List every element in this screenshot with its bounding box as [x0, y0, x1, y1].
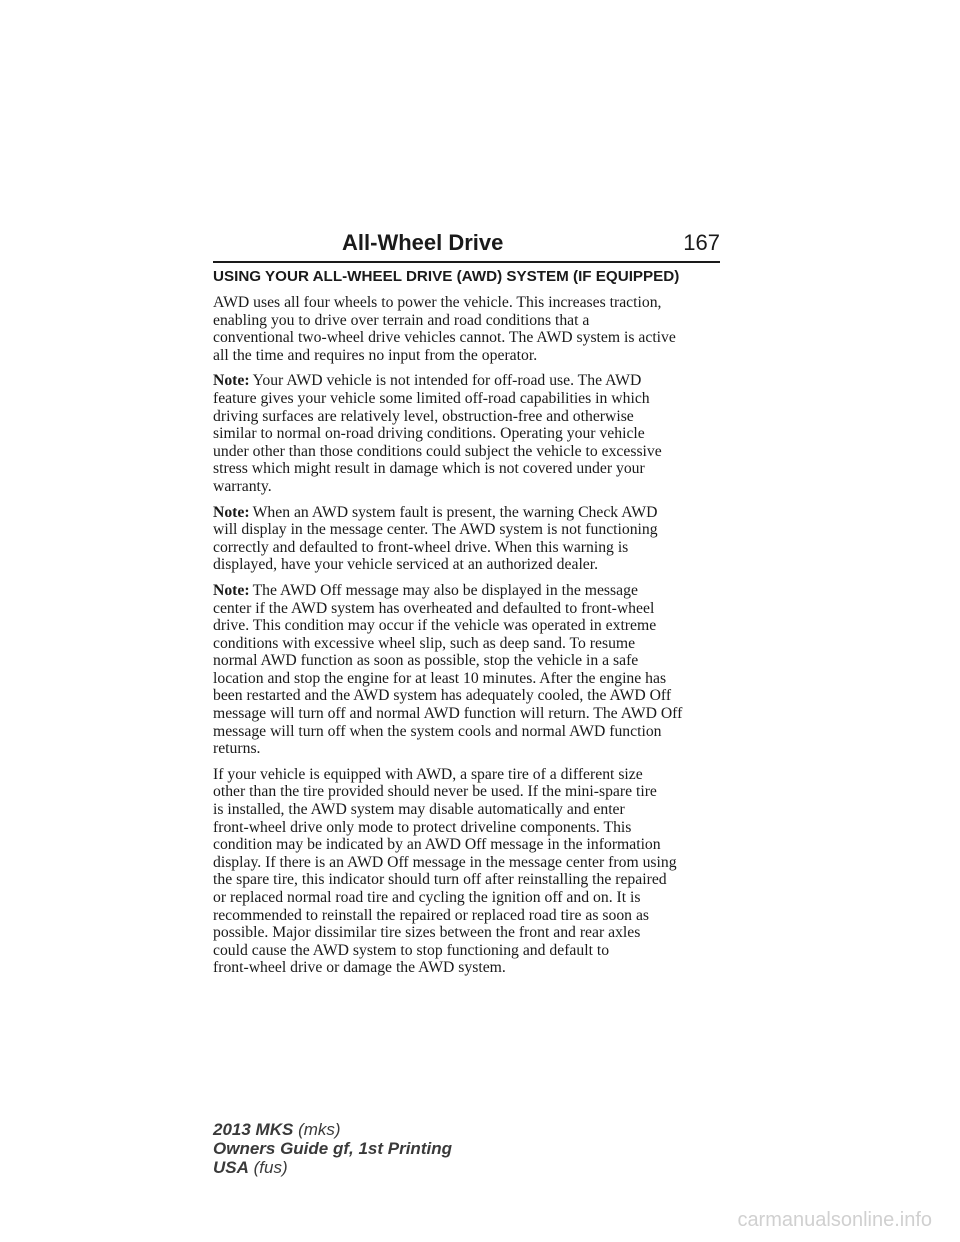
text-line	[213, 347, 723, 365]
text-line	[213, 819, 723, 837]
line-text: front-wheel drive or damage the AWD system.	[213, 959, 506, 977]
line-text: displayed, have your vehicle serviced at an authorized dealer.	[213, 556, 599, 574]
text-line	[213, 600, 723, 618]
line-text: Your AWD vehicle is not intended for off-road use. The AWD	[252, 372, 642, 390]
footer-strong-text: Owners Guide gf, 1st Printing	[213, 1139, 452, 1158]
line-text: feature gives your vehicle some limited off-road capabilities in which	[213, 389, 650, 407]
line-text: other than the tire provided should never be used. If the mini-spare tire	[213, 783, 657, 801]
line-text: display. If there is an AWD Off message in the message center from using	[213, 853, 677, 871]
footer-strong-text: 2013 MKS	[213, 1120, 294, 1139]
line-text: normal AWD function as soon as possible, stop the vehicle in a safe	[213, 652, 639, 670]
line-text: center if the AWD system has overheated and defaulted to front-wheel	[213, 599, 655, 617]
line-text: message will turn off and normal AWD function will return. The AWD Off	[213, 705, 683, 723]
note-paragraph	[213, 582, 723, 758]
text-line	[213, 871, 723, 889]
line-text: AWD uses all four wheels to power the vehicle. This increases traction,	[213, 294, 662, 311]
body-paragraph	[213, 766, 723, 977]
text-line	[213, 617, 723, 635]
text-line	[213, 390, 723, 408]
text-line	[213, 889, 723, 907]
text-line	[213, 705, 723, 723]
page-content	[213, 268, 723, 985]
footer-line	[213, 1120, 452, 1139]
line-text: is installed, the AWD system may disable automatically and enter	[213, 801, 625, 819]
line-text: conventional two-wheel drive vehicles cannot. The AWD system is active	[213, 329, 676, 347]
text-line	[213, 854, 723, 872]
line-text: front-wheel drive only mode to protect driveline components. This	[213, 818, 632, 836]
text-line	[213, 766, 723, 784]
text-line	[213, 924, 723, 942]
text-line	[213, 556, 723, 574]
text-line	[213, 460, 723, 478]
line-text: or replaced normal road tire and cycling the ignition off and on. It is	[213, 889, 641, 906]
line-text: could cause the AWD system to stop functioning and default to	[213, 941, 610, 959]
line-text: enabling you to drive over terrain and road conditions that a	[213, 311, 590, 329]
text-line	[213, 687, 723, 705]
line-text: will display in the message center. The AWD system is not functioning	[213, 521, 658, 539]
line-text: When an AWD system fault is present, the warning Check AWD	[252, 503, 658, 521]
text-line	[213, 582, 723, 600]
line-text: correctly and defaulted to front-wheel drive. When this warning is	[213, 538, 629, 556]
watermark: carmanualsonline.info	[737, 1209, 932, 1231]
page-number: 167	[683, 230, 720, 255]
line-text: similar to normal on-road driving conditions. Operating your vehicle	[213, 425, 645, 443]
line-text: the spare tire, this indicator should turn off after reinstalling the repaired	[213, 871, 667, 889]
footer-code-text: (mks)	[298, 1120, 341, 1139]
text-line	[213, 740, 723, 758]
text-line	[213, 783, 723, 801]
text-line	[213, 539, 723, 557]
text-line	[213, 504, 723, 522]
text-line	[213, 723, 723, 741]
note-label: Note:	[213, 503, 250, 521]
document-footer	[213, 1120, 452, 1177]
text-line	[213, 907, 723, 925]
text-line	[213, 959, 723, 977]
line-text: recommended to reinstall the repaired or replaced road tire as soon as	[213, 906, 650, 924]
footer-line	[213, 1139, 452, 1158]
text-line	[213, 670, 723, 688]
text-line	[213, 836, 723, 854]
note-label: Note:	[213, 581, 250, 599]
text-line	[213, 521, 723, 539]
line-text: drive. This condition may occur if the vehicle was operated in extreme	[213, 617, 657, 635]
line-text: all the time and requires no input from the operator.	[213, 346, 538, 364]
text-line	[213, 312, 723, 330]
text-line	[213, 408, 723, 426]
line-text: under other than those conditions could subject the vehicle to excessive	[213, 442, 662, 460]
text-line	[213, 425, 723, 443]
note-paragraph	[213, 504, 723, 574]
footer-code-text: (fus)	[253, 1158, 288, 1177]
text-line	[213, 294, 723, 312]
text-line	[213, 372, 723, 390]
line-text: warranty.	[213, 477, 272, 495]
body-paragraph	[213, 294, 723, 364]
text-line	[213, 329, 723, 347]
footer-strong-text: USA	[213, 1158, 249, 1177]
footer-line	[213, 1158, 452, 1177]
page-header	[213, 227, 720, 263]
line-text: condition may be indicated by an AWD Off message in the information	[213, 836, 661, 854]
line-text: conditions with excessive wheel slip, such as deep sand. To resume	[213, 634, 636, 652]
text-line	[213, 478, 723, 496]
note-label: Note:	[213, 372, 250, 390]
text-line	[213, 635, 723, 653]
line-text: message will turn off when the system cools and normal AWD function	[213, 722, 662, 740]
line-text: possible. Major dissimilar tire sizes between the front and rear axles	[213, 924, 641, 942]
paragraph-list	[213, 294, 723, 977]
line-text: location and stop the engine for at least 10 minutes. After the engine has	[213, 669, 667, 687]
note-paragraph	[213, 372, 723, 495]
text-line	[213, 801, 723, 819]
line-text: been restarted and the AWD system has adequately cooled, the AWD Off	[213, 687, 672, 705]
line-text: The AWD Off message may also be displayed in the message	[252, 581, 638, 599]
line-text: If your vehicle is equipped with AWD, a spare tire of a different size	[213, 765, 643, 783]
chapter-title: All-Wheel Drive	[342, 230, 504, 255]
text-line	[213, 652, 723, 670]
line-text: driving surfaces are relatively level, obstruction-free and otherwise	[213, 407, 634, 425]
text-line	[213, 443, 723, 461]
line-text: stress which might result in damage which is not covered under your	[213, 460, 645, 478]
section-heading: USING YOUR ALL-WHEEL DRIVE (AWD) SYSTEM (IF EQUIPPED)	[213, 268, 680, 285]
text-line	[213, 942, 723, 960]
line-text: returns.	[213, 740, 261, 758]
